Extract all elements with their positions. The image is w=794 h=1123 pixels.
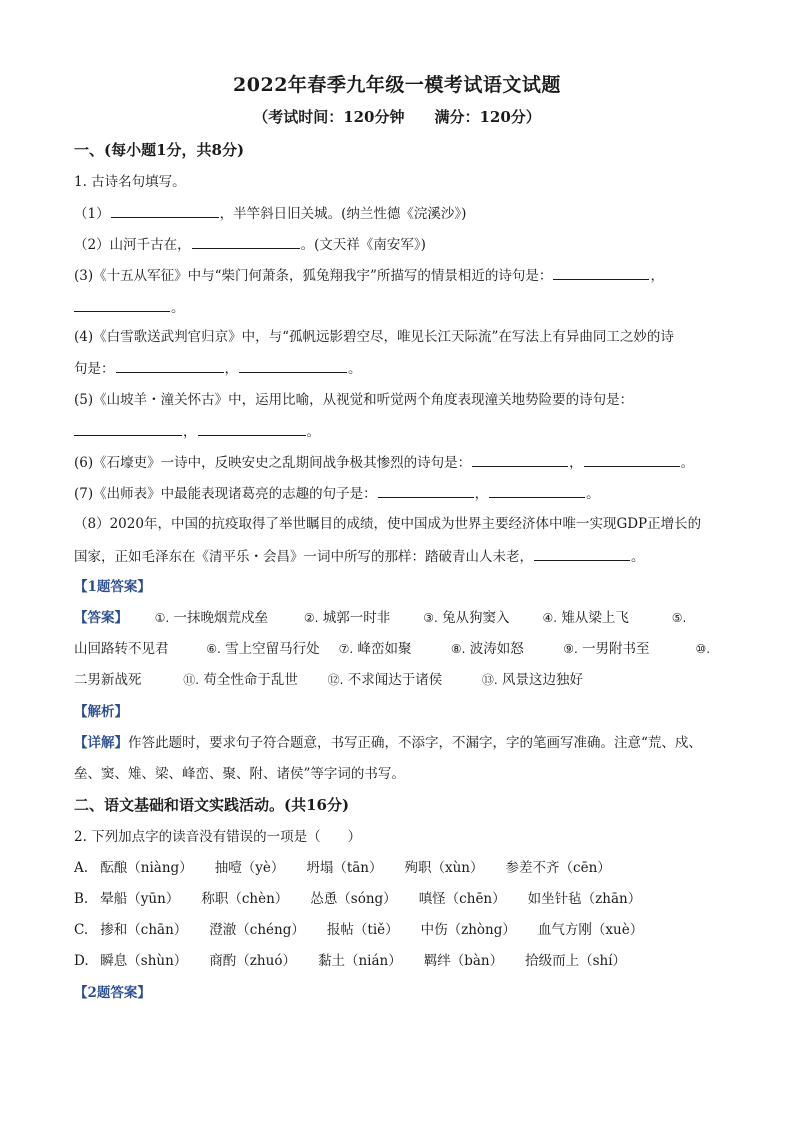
option-a[interactable]: A. 酝酿（niàng） 抽噎（yè） 坍塌（tān） 殉职（xùn） 参差不齐（cēn） [74, 860, 611, 876]
q1-part5-line1: (5)《山坡羊・潼关怀古》中，运用比喻，从视觉和听觉两个角度表现潼关地势险要的诗句是： [74, 392, 634, 408]
answer-item: ⑩. [695, 642, 711, 656]
answer-blank[interactable] [584, 452, 680, 467]
answer-item: ⑧. 波涛如怒 [450, 641, 524, 657]
answer-blank[interactable] [111, 203, 219, 218]
answer-blank[interactable] [239, 358, 347, 373]
answer-label: 【答案】 [74, 610, 128, 626]
answer-blank[interactable] [534, 546, 630, 561]
q2-stem: 2. 下列加点字的读音没有错误的一项是（ ） [74, 829, 362, 845]
answer-item: ⑪. 苟全性命于乱世 [183, 672, 298, 688]
answer-item: ⑤. [671, 611, 687, 625]
answer-item: 山回路转不见君 [74, 641, 169, 657]
answer-item: ④. 雉从梁上飞 [542, 610, 629, 626]
detail-label: 【详解】 [74, 735, 128, 751]
answer-item: ⑬. 风景这边独好 [481, 672, 584, 688]
q1-part3-line1: (3)《十五从军征》中与“柴门何萧条，狐兔翔我宇”所描写的情景相近的诗句是： ， [74, 265, 734, 286]
answer-item: 二男新战死 [74, 672, 142, 688]
q2-answer-tag: 【2题答案】 [74, 985, 151, 1001]
answer-blank[interactable] [489, 483, 585, 498]
page-subtitle [0, 106, 794, 127]
exam-time: （考试时间：120分钟 [253, 108, 405, 126]
q1-stem: 1. 古诗名句填写。 [74, 174, 186, 190]
q1-part7: (7)《出师表》中最能表现诸葛亮的志趣的句子是： ， 。 [74, 483, 734, 504]
detail-line-1: 【详解】作答此题时，要求句子符合题意，书写正确，不添字，不漏字，字的笔画写准确。注意“荒、戍、 [74, 735, 702, 751]
analysis-tag: 【解析】 [74, 704, 128, 720]
option-b[interactable]: B. 晕船（yūn） 称职（chèn） 怂恿（sóng） 嗔怪（chēn） 如坐针毡（zhān） [74, 891, 642, 907]
answer-blank[interactable] [378, 483, 474, 498]
detail-line-2: 垒、窦、雉、梁、峰峦、聚、附、诸侯”等字词的书写。 [74, 766, 405, 782]
answer-line-3 [74, 670, 734, 690]
answer-blank[interactable] [198, 421, 306, 436]
answer-blank[interactable] [192, 234, 300, 249]
q1-part8-line1: （8）2020年，中国的抗疫取得了举世瞩目的成绩，使中国成为世界主要经济体中唯一实现GDP正增长的 [74, 516, 702, 532]
answer-item: ⑥. 雪上空留马行处 [206, 641, 320, 657]
option-c[interactable]: C. 掺和（chān） 澄澈（chéng） 报帖（tiě） 中伤（zhòng） 血气方刚（xuè） [74, 922, 644, 938]
answer-blank[interactable] [74, 297, 170, 312]
q1-part3-line2: 。 [74, 297, 734, 318]
answer-line-1 [74, 608, 734, 628]
q1-part4-line1: (4)《白雪歌送武判官归京》中，与“孤帆远影碧空尽，唯见长江天际流”在写法上有异曲同工之妙的诗 [74, 329, 674, 345]
answer-item: ①. 一抹晚烟荒戍垒 [154, 610, 268, 626]
page-title: 2022年春季九年级一模考试语文试题 [233, 74, 561, 96]
q1-part1: （1） ，半竿斜日旧关城。(纳兰性德《浣溪沙》) [74, 203, 734, 224]
answer-item: ②. 城郭一时非 [303, 610, 391, 626]
section1-heading: 一、(每小题1分，共8分) [74, 141, 245, 159]
answer-item: ⑦. 峰峦如聚 [338, 641, 412, 657]
answer-blank[interactable] [116, 358, 224, 373]
answer-blank[interactable] [74, 421, 182, 436]
q1-answer-tag: 【1题答案】 [74, 579, 151, 595]
answer-blank[interactable] [472, 452, 568, 467]
q1-part2: （2）山河千古在， 。(文天祥《南安军》) [74, 234, 734, 255]
answer-blank[interactable] [553, 265, 649, 280]
option-d[interactable]: D. 瞬息（shùn） 商酌（zhuó） 黏土（nián） 羁绊（bàn） 拾级而上（shí） [74, 953, 627, 969]
q1-part8-line2: 国家，正如毛泽东在《清平乐・会昌》一词中所写的那样：踏破青山人未老， 。 [74, 546, 734, 567]
q1-part5-line2: ， 。 [74, 421, 734, 442]
answer-item: ⑨. 一男附书至 [563, 641, 650, 657]
exam-score: 满分：120分） [434, 108, 541, 126]
q1-part4-line2: 句是： ， 。 [74, 358, 734, 379]
answer-item: ⑫. 不求闻达于诸侯 [327, 672, 443, 688]
answer-line-2 [74, 639, 734, 659]
answer-item: ③. 兔从狗窦入 [423, 610, 510, 626]
q1-part6: (6)《石壕吏》一诗中，反映安史之乱期间战争极其惨烈的诗句是： ， 。 [74, 452, 734, 473]
section2-heading: 二、语文基础和语文实践活动。(共16分) [74, 796, 350, 814]
